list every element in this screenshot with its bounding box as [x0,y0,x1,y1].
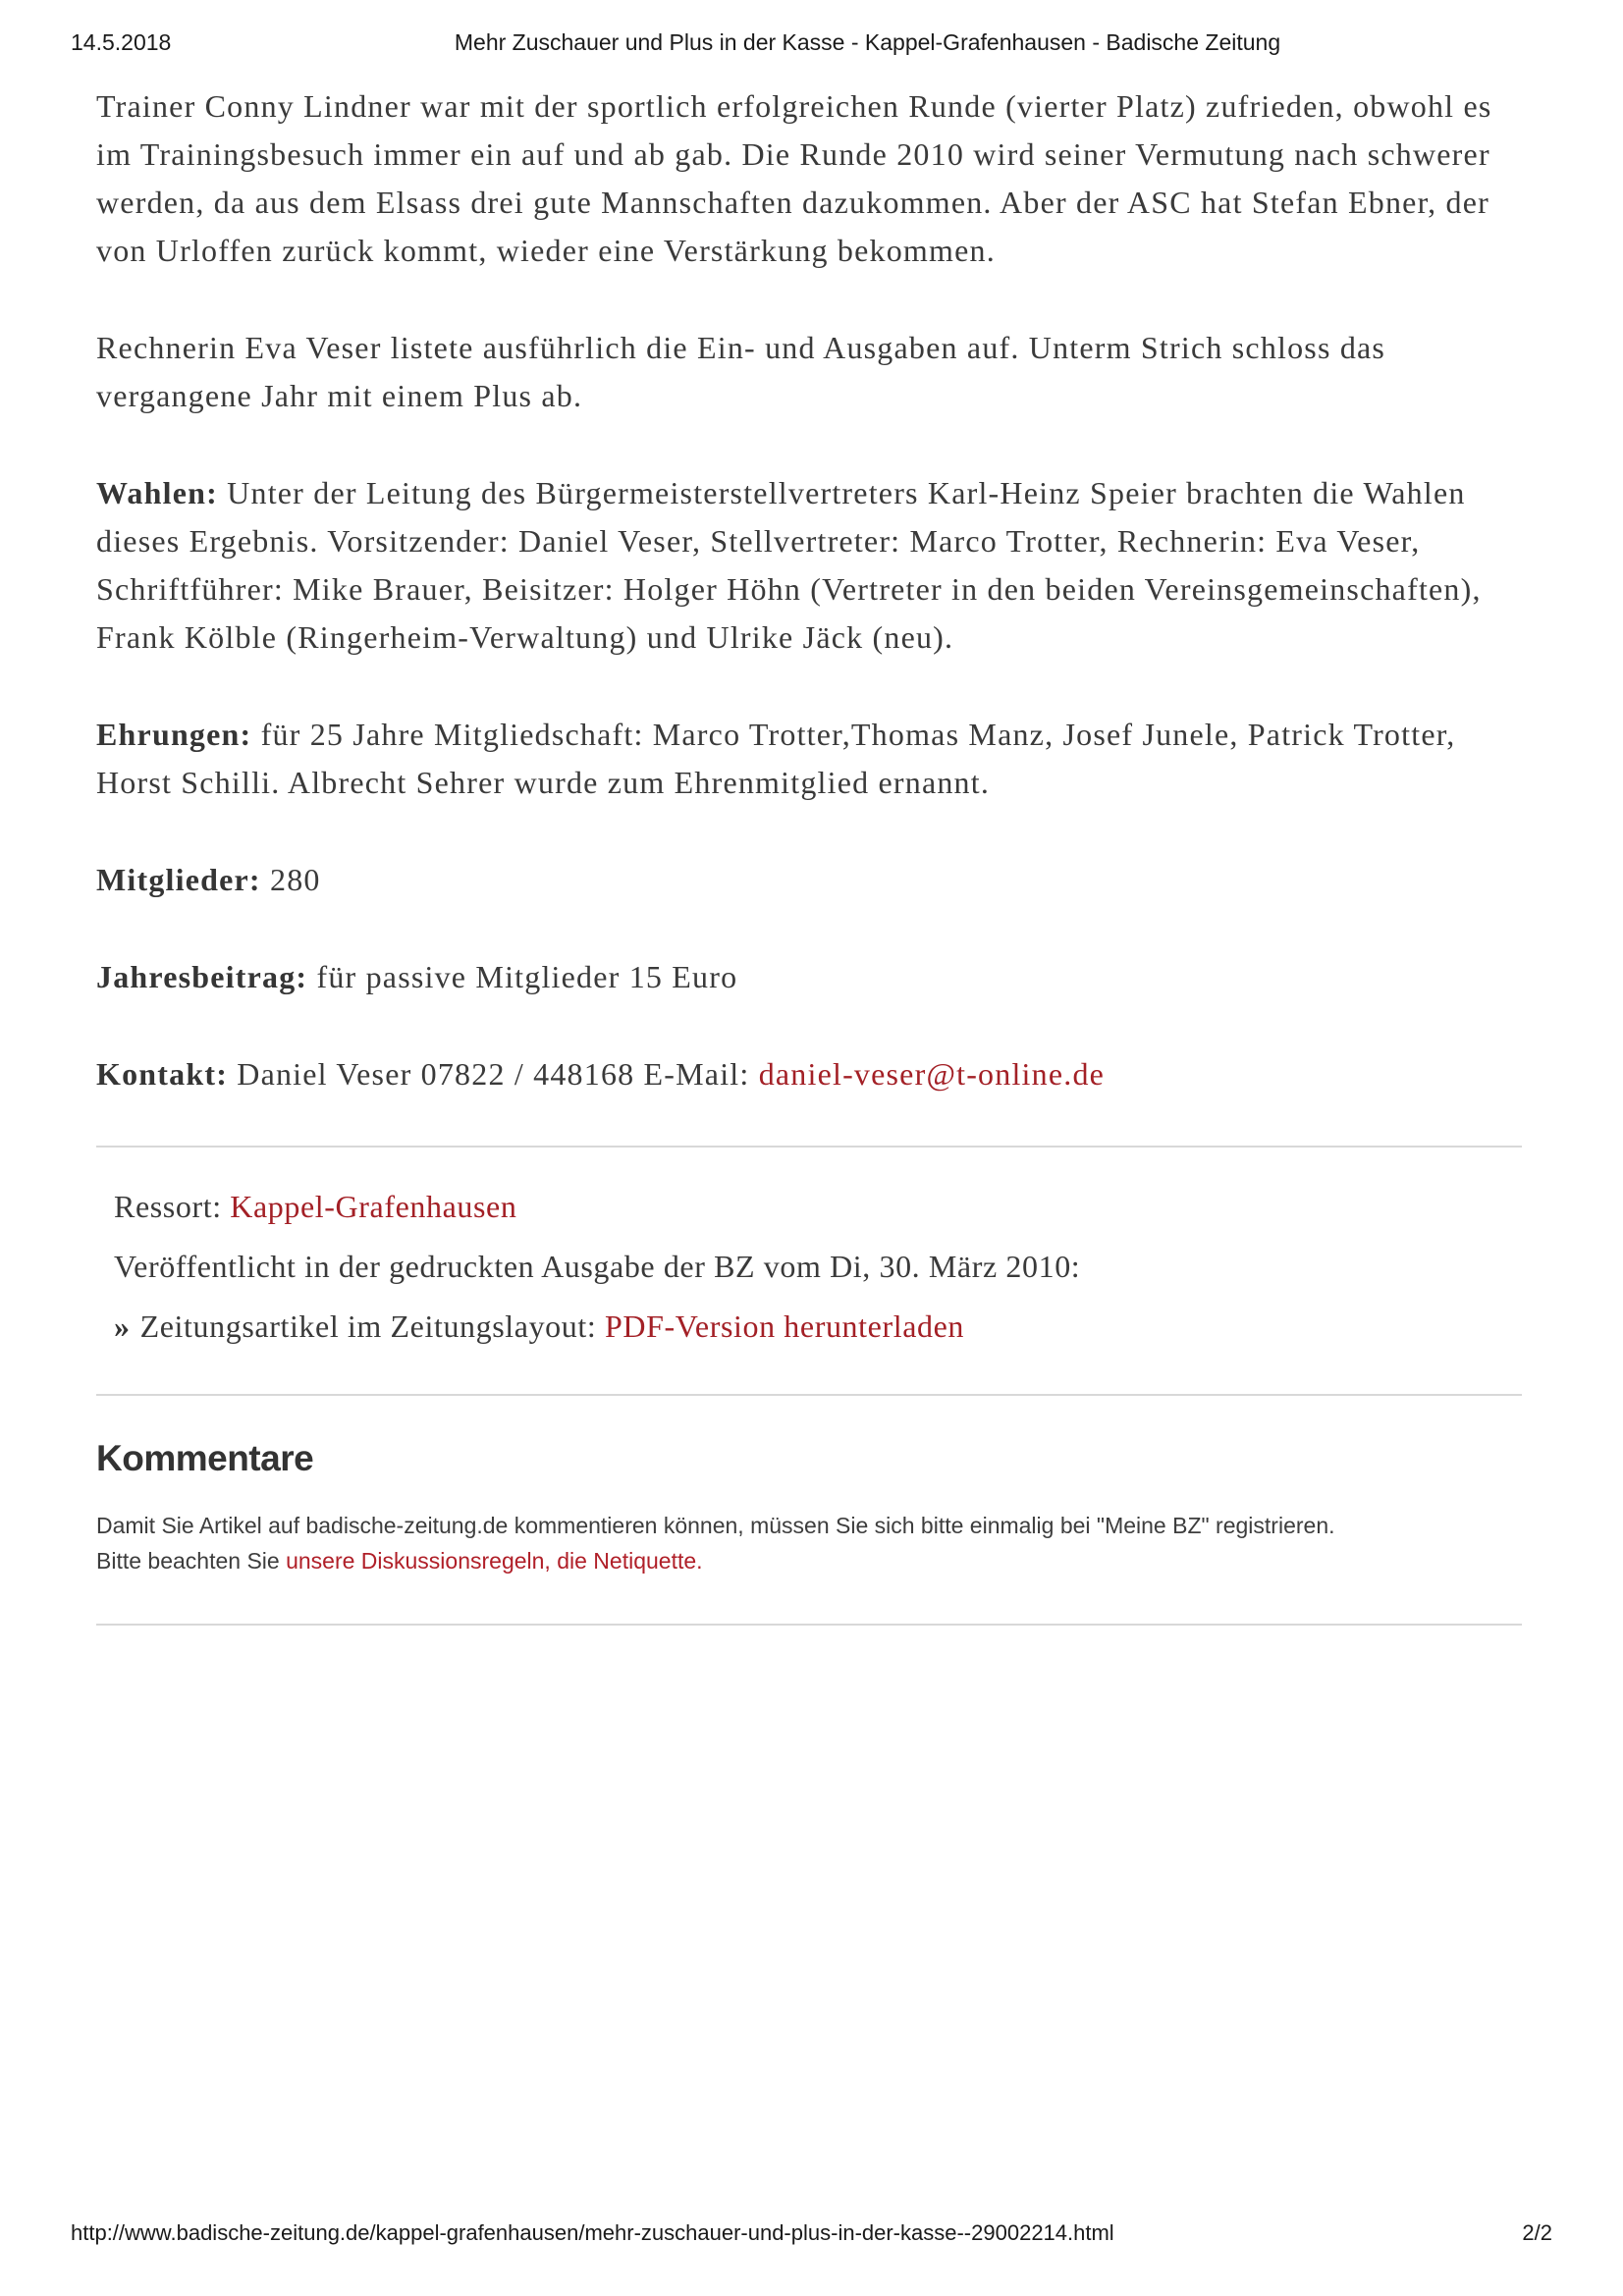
comments-heading: Kommentare [96,1438,314,1478]
paragraph-mitglieder [96,856,1522,904]
comments-notice-line2-prefix: Bitte beachten Sie [96,1548,287,1574]
wahlen-label: Wahlen: [96,475,218,510]
jahresbeitrag-value: für passive Mitglieder 15 Euro [307,959,738,994]
kontakt-text: Daniel Veser 07822 / 448168 E-Mail: [228,1056,759,1092]
print-date: 14.5.2018 [71,29,172,55]
paragraph-jahresbeitrag [96,953,1522,1001]
ressort-block [96,1183,1522,1351]
comments-notice-line1: Damit Sie Artikel auf badische-zeitung.de kommentieren können, müssen Sie sich bitte einmalig bei "Meine BZ" registrieren. [96,1513,1335,1538]
kontakt-label: Kontakt: [96,1056,229,1092]
footer-url: http://www.badische-zeitung.de/kappel-grafenhausen/mehr-zuschauer-und-plus-in-der-kasse--29002214.html [71,2220,1114,2245]
pdf-line [114,1303,1522,1351]
divider-above-comments [96,1394,1522,1396]
page-number: 2/2 [1522,2220,1552,2245]
divider-below-comments [96,1624,1522,1626]
paragraph-kontakt [96,1050,1522,1098]
ehrungen-text: für 25 Jahre Mitgliedschaft: Marco Trotter,Thomas Manz, Josef Junele, Patrick Trotter, Horst Schilli. Albrecht Sehrer wurde zum Ehrenmitglied ernannt. [96,717,1456,800]
divider-above-ressort [96,1146,1522,1148]
print-header [0,29,1623,59]
discussion-rules-link[interactable]: unsere Diskussionsregeln, [286,1548,551,1574]
jahresbeitrag-label: Jahresbeitrag: [96,959,308,994]
comments-section [96,1437,1522,1626]
netiquette-link[interactable]: die Netiquette. [557,1548,703,1574]
mitglieder-value: 280 [260,862,321,897]
ressort-label: Ressort: [114,1189,231,1224]
pdf-download-link[interactable]: PDF-Version herunterladen [604,1308,964,1344]
paragraph-rechnerin-text: Rechnerin Eva Veser listete ausführlich die Ein- und Ausgaben auf. Unterm Strich schloss das vergangene Jahr mit einem Plus ab. [96,330,1386,413]
ressort-link[interactable]: Kappel-Grafenhausen [230,1189,517,1224]
published-text: Veröffentlicht in der gedruckten Ausgabe der BZ vom Di, 30. März 2010: [114,1249,1081,1284]
article-body [96,82,1522,1626]
paragraph-wahlen [96,469,1522,662]
ressort-line [114,1183,1522,1231]
comments-notice-line2 [96,1543,1522,1578]
comments-notice [96,1508,1522,1578]
paragraph-ehrungen [96,711,1522,807]
double-chevron-icon: » [114,1308,131,1344]
print-header-title: Mehr Zuschauer und Plus in der Kasse - Kappel-Grafenhausen - Badische Zeitung [454,29,1281,55]
ehrungen-label: Ehrungen: [96,717,252,752]
pdf-label: Zeitungsartikel im Zeitungslayout: [139,1308,605,1344]
print-footer [71,2220,1552,2246]
paragraph-rechnerin [96,324,1522,420]
paragraph-trainer-text: Trainer Conny Lindner war mit der sportlich erfolgreichen Runde (vierter Platz) zufrieden, obwohl es im Trainingsbesuch immer ein auf und ab gab. Die Runde 2010 wird seiner Vermutung nach schwerer werden, da aus dem Elsass drei gute Mannschaften dazukommen. Aber der ASC hat Stefan Ebner, der von Urloffen zurück kommt, wieder eine Verstärkung bekommen. [96,88,1492,268]
wahlen-text: Unter der Leitung des Bürgermeisterstellvertreters Karl-Heinz Speier brachten die Wahlen dieses Ergebnis. Vorsitzender: Daniel Veser, Stellvertreter: Marco Trotter, Rechnerin: Eva Veser, Schriftführer: Mike Brauer, Beisitzer: Holger Höhn (Vertreter in den beiden Vereinsgemeinschaften), Frank Kölble (Ringerheim-Verwaltung) und Ulrike Jäck (neu). [96,475,1482,655]
published-line [114,1243,1522,1291]
paragraph-trainer [96,82,1522,275]
mitglieder-label: Mitglieder: [96,862,261,897]
email-link[interactable]: daniel-veser@t-online.de [758,1056,1106,1092]
